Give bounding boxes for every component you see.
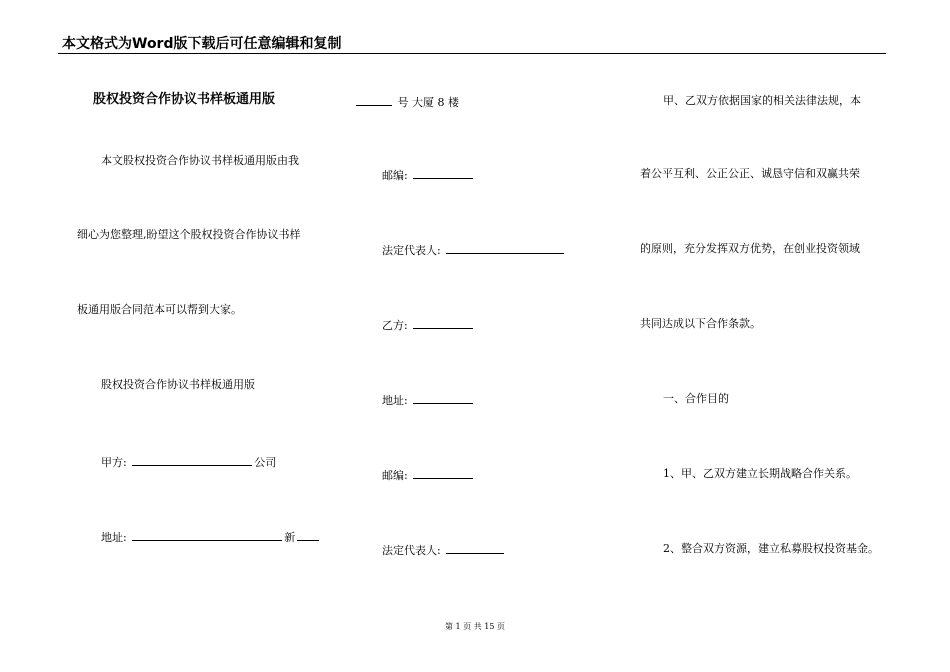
address-label-b: 地址: bbox=[382, 394, 408, 407]
document-title: 股权投资合作协议书样板通用版 bbox=[93, 92, 276, 107]
section-heading-purpose: 一、合作目的 bbox=[663, 392, 729, 405]
postcode-label-2: 邮编: bbox=[382, 469, 408, 482]
building-line bbox=[356, 94, 459, 110]
clause-paragraph-line-2: 着公平互利、公正公正、诚恳守信和双赢共荣 bbox=[640, 167, 860, 180]
legal-rep-line-2 bbox=[382, 542, 506, 558]
agreement-subtitle: 股权投资合作协议书样板通用版 bbox=[101, 378, 255, 391]
legal-rep-label-1: 法定代表人: bbox=[382, 244, 441, 257]
postcode-blank-1 bbox=[413, 167, 473, 179]
clause-paragraph-line-1: 甲、乙双方依据国家的相关法律法规，本 bbox=[663, 94, 861, 107]
party-a-label: 甲方: bbox=[101, 456, 127, 469]
party-a-line bbox=[101, 454, 276, 470]
intro-line-1: 本文股权投资合作协议书样板通用版由我 bbox=[101, 154, 299, 167]
postcode-line-2 bbox=[382, 467, 475, 483]
purpose-item-1: 1、甲、乙双方建立长期战略合作关系。 bbox=[663, 467, 857, 480]
intro-line-3: 板通用版合同范本可以帮到大家。 bbox=[77, 303, 242, 316]
address-blank-a bbox=[132, 529, 282, 541]
clause-paragraph-line-3: 的原则，充分发挥双方优势，在创业投资领域 bbox=[640, 242, 860, 255]
party-b-label: 乙方: bbox=[382, 319, 408, 332]
postcode-label-1: 邮编: bbox=[382, 169, 408, 182]
party-b-line bbox=[382, 317, 475, 333]
clause-paragraph-line-4: 共同达成以下合作条款。 bbox=[640, 317, 761, 330]
address-blank-b bbox=[413, 392, 473, 404]
party-a-address-line bbox=[101, 529, 321, 545]
legal-rep-blank-2 bbox=[446, 542, 504, 554]
party-b-blank bbox=[413, 317, 473, 329]
party-a-blank bbox=[132, 454, 252, 466]
document-header bbox=[58, 36, 886, 54]
intro-line-2: 细心为您整理,盼望这个股权投资合作协议书样 bbox=[77, 228, 301, 241]
party-b-address-line bbox=[382, 392, 475, 408]
address-label-a: 地址: bbox=[101, 531, 127, 544]
postcode-line-1 bbox=[382, 167, 475, 183]
address-suffix-a: 新 bbox=[284, 531, 296, 544]
postcode-blank-2 bbox=[413, 467, 473, 479]
legal-rep-line-1 bbox=[382, 242, 566, 258]
address-suffix-blank bbox=[297, 529, 319, 541]
header-title: 本文格式为Word版下载后可任意编辑和复制 bbox=[62, 36, 342, 52]
legal-rep-label-2: 法定代表人: bbox=[382, 544, 441, 557]
page-footer: 第 1 页 共 15 页 bbox=[445, 622, 505, 631]
building-text: 号 大厦 8 楼 bbox=[397, 96, 459, 109]
purpose-item-2: 2、整合双方资源，建立私募股权投资基金。 bbox=[663, 542, 879, 555]
building-blank bbox=[356, 94, 392, 106]
party-a-suffix: 公司 bbox=[254, 456, 277, 469]
legal-rep-blank-1 bbox=[446, 242, 564, 254]
